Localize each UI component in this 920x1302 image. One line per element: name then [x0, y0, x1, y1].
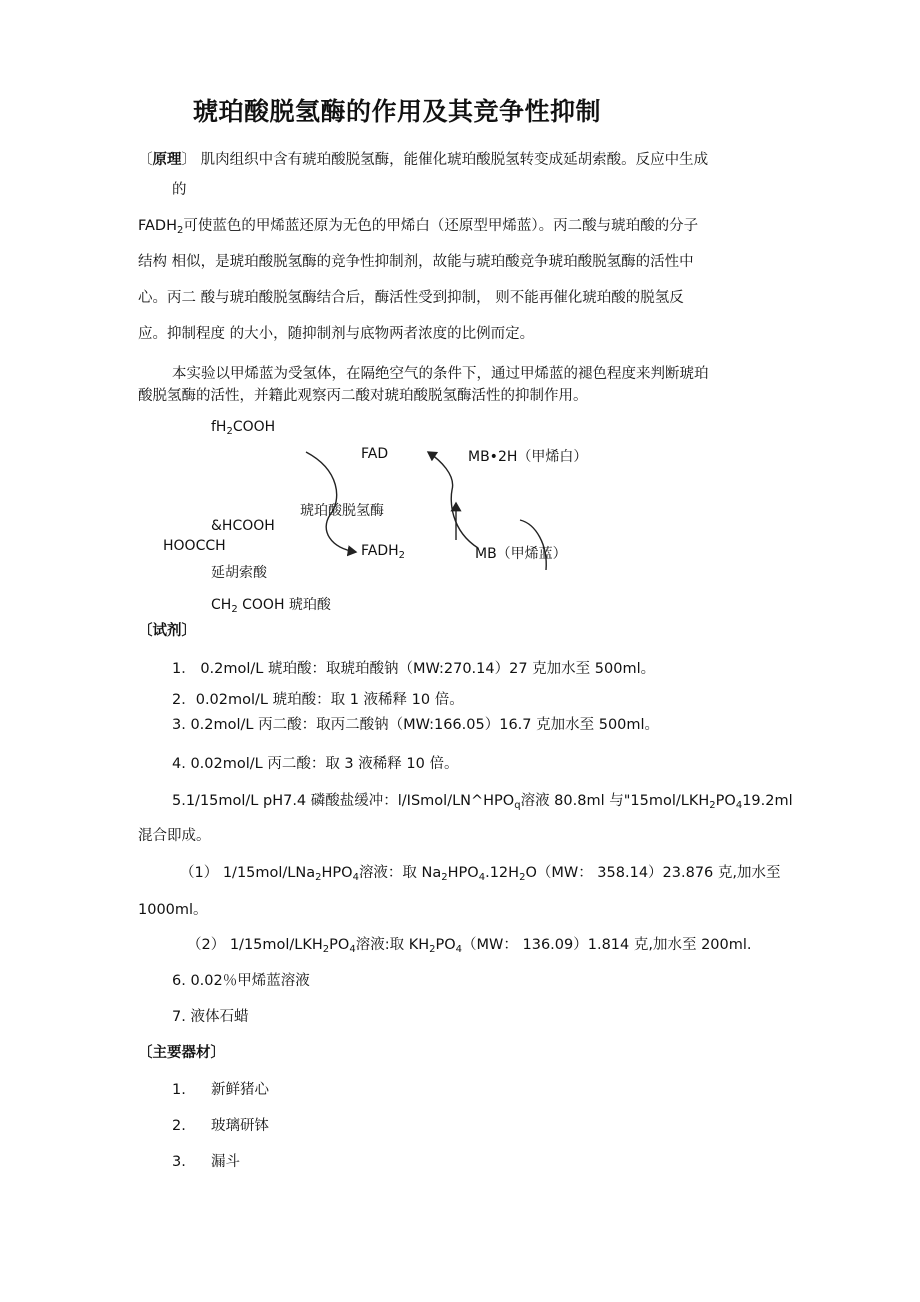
subscript: 2	[519, 872, 526, 883]
text: PO	[329, 937, 350, 953]
subscript: 4	[349, 944, 356, 955]
subscript: 2	[231, 604, 238, 615]
principle-line-6: 应。抑制程度 的大小，随抑制剂与底物两者浓度的比例而定。	[138, 326, 535, 342]
text: HPO	[321, 865, 353, 881]
diagram-hcooh: &HCOOH	[211, 518, 275, 534]
bracket-close: 〕	[181, 152, 196, 168]
subscript: 2	[441, 872, 448, 883]
text: O（MW： 358.14）23.876 克,加水至	[525, 865, 781, 881]
subscript: 4	[478, 872, 486, 883]
diagram-fumaric: 延胡索酸	[211, 565, 267, 581]
subscript: q	[514, 800, 521, 811]
reagent-5-line-2: 混合即成。	[138, 828, 211, 844]
diagram-mb: MB（甲烯蓝）	[475, 546, 567, 562]
text: （2） 1/15mol/LKH	[187, 937, 323, 953]
text: PO	[715, 793, 736, 809]
diagram-hoocch: HOOCCH	[163, 538, 226, 554]
reagent-6: 6. 0.02％甲烯蓝溶液	[172, 973, 310, 989]
subscript: 2	[315, 872, 322, 883]
subscript: 2	[322, 944, 330, 955]
text: 19.2ml	[742, 793, 793, 809]
fadh2-text: FADH	[138, 218, 177, 234]
text: COOH 琥珀酸	[237, 597, 331, 613]
subscript: 4	[455, 944, 463, 955]
arrow-succinate-to-fumarate	[306, 452, 356, 552]
principle-label: 原理	[152, 152, 182, 168]
reagent-4: 4. 0.02mol/L 丙二酸：取 3 液稀释 10 倍。	[172, 756, 459, 772]
equipment-item-1: 新鲜猪心	[211, 1082, 269, 1098]
reagent-5-2	[187, 935, 752, 955]
principle-text-1: 肌肉组织中含有琥珀酸脱氢酶，能催化琥珀酸脱氢转变成延胡索酸。反应中生成	[200, 152, 709, 168]
subscript: 2	[226, 426, 233, 437]
reagent-7: 7. 液体石蜡	[172, 1009, 249, 1025]
text: HPO	[447, 865, 479, 881]
subscript: 4	[352, 872, 359, 883]
text: FADH	[361, 543, 399, 559]
equipment-item-2: 玻璃研钵	[211, 1118, 269, 1134]
text: 溶液:取 KH	[355, 937, 430, 953]
text: 溶液：取 Na	[358, 865, 442, 881]
reagent-3: 3. 0.2mol/L 丙二酸：取丙二酸钠（MW:166.05）16.7 克加水至 500ml。	[172, 717, 660, 733]
arrow-fadh2-to-fad	[428, 452, 478, 548]
page-title: 琥珀酸脱氢酶的作用及其竞争性抑制	[193, 97, 602, 126]
equipment-num-1: 1.	[172, 1082, 186, 1098]
text: .12H	[485, 865, 520, 881]
bracket-open: 〔	[138, 152, 153, 168]
text: 5.1/15mol/L pH7.4 磷酸盐缓冲：l/ISmol/LN^HPO	[172, 793, 515, 809]
equipment-num-3: 3.	[172, 1154, 186, 1170]
text: PO	[435, 937, 456, 953]
principle-text-3: 可使蓝色的甲烯蓝还原为无色的甲烯白（还原型甲烯蓝）。丙二酸与琥珀酸的分子	[183, 218, 699, 234]
reagent-5-1	[180, 863, 781, 883]
principle-line-4: 结构 相似，是琥珀酸脱氢酶的竞争性抑制剂，故能与琥珀酸竞争琥珀酸脱氢酶的活性中	[138, 254, 694, 270]
reagent-5	[172, 791, 793, 811]
subscript: 2	[709, 800, 716, 811]
text: CH	[211, 597, 232, 613]
diagram-mb2h: MB•2H（甲烯白）	[468, 449, 588, 465]
arrow-mb-reduction	[520, 520, 546, 570]
reagent-5-1-line-2: 1000ml。	[138, 902, 208, 918]
principle-line-5: 心。丙二 酸与琥珀酸脱氢酶结合后，酶活性受到抑制， 则不能再催化琥珀酸的脱氢反	[138, 290, 684, 306]
text: fH	[211, 419, 227, 435]
diagram-enzyme: 琥珀酸脱氢酶	[300, 503, 384, 519]
paragraph-2-line-1: 本实验以甲烯蓝为受氢体，在隔绝空气的条件下，通过甲烯蓝的褪色程度来判断琥珀	[172, 366, 709, 382]
reagent-1: 1． 0.2mol/L 琥珀酸：取琥珀酸钠（MW:270.14）27 克加水至 500ml。	[172, 661, 656, 677]
paragraph-2-line-2: 酸脱氢酶的活性，并籍此观察丙二酸对琥珀酸脱氢酶活性的抑制作用。	[138, 388, 588, 404]
principle-line-2: 的	[172, 182, 187, 198]
diagram-fad: FAD	[361, 446, 389, 462]
text: COOH	[232, 419, 276, 435]
subscript: 4	[735, 800, 743, 811]
subscript: 2	[398, 550, 406, 561]
text: （1） 1/15mol/LNa	[180, 865, 316, 881]
text: 溶液 80.8ml 与"15mol/LKH	[520, 793, 710, 809]
reagent-2: 2．0.02mol/L 琥珀酸：取 1 液稀释 10 倍。	[172, 692, 464, 708]
subscript: 2	[429, 944, 436, 955]
equipment-item-3: 漏斗	[211, 1154, 240, 1170]
equipment-num-2: 2.	[172, 1118, 186, 1134]
reagents-header: 〔试剂〕	[138, 623, 196, 639]
equipment-header: 〔主要器材〕	[138, 1045, 225, 1061]
subscript: 2	[177, 225, 184, 236]
text: （MW： 136.09）1.814 克,加水至 200ml.	[462, 937, 752, 953]
